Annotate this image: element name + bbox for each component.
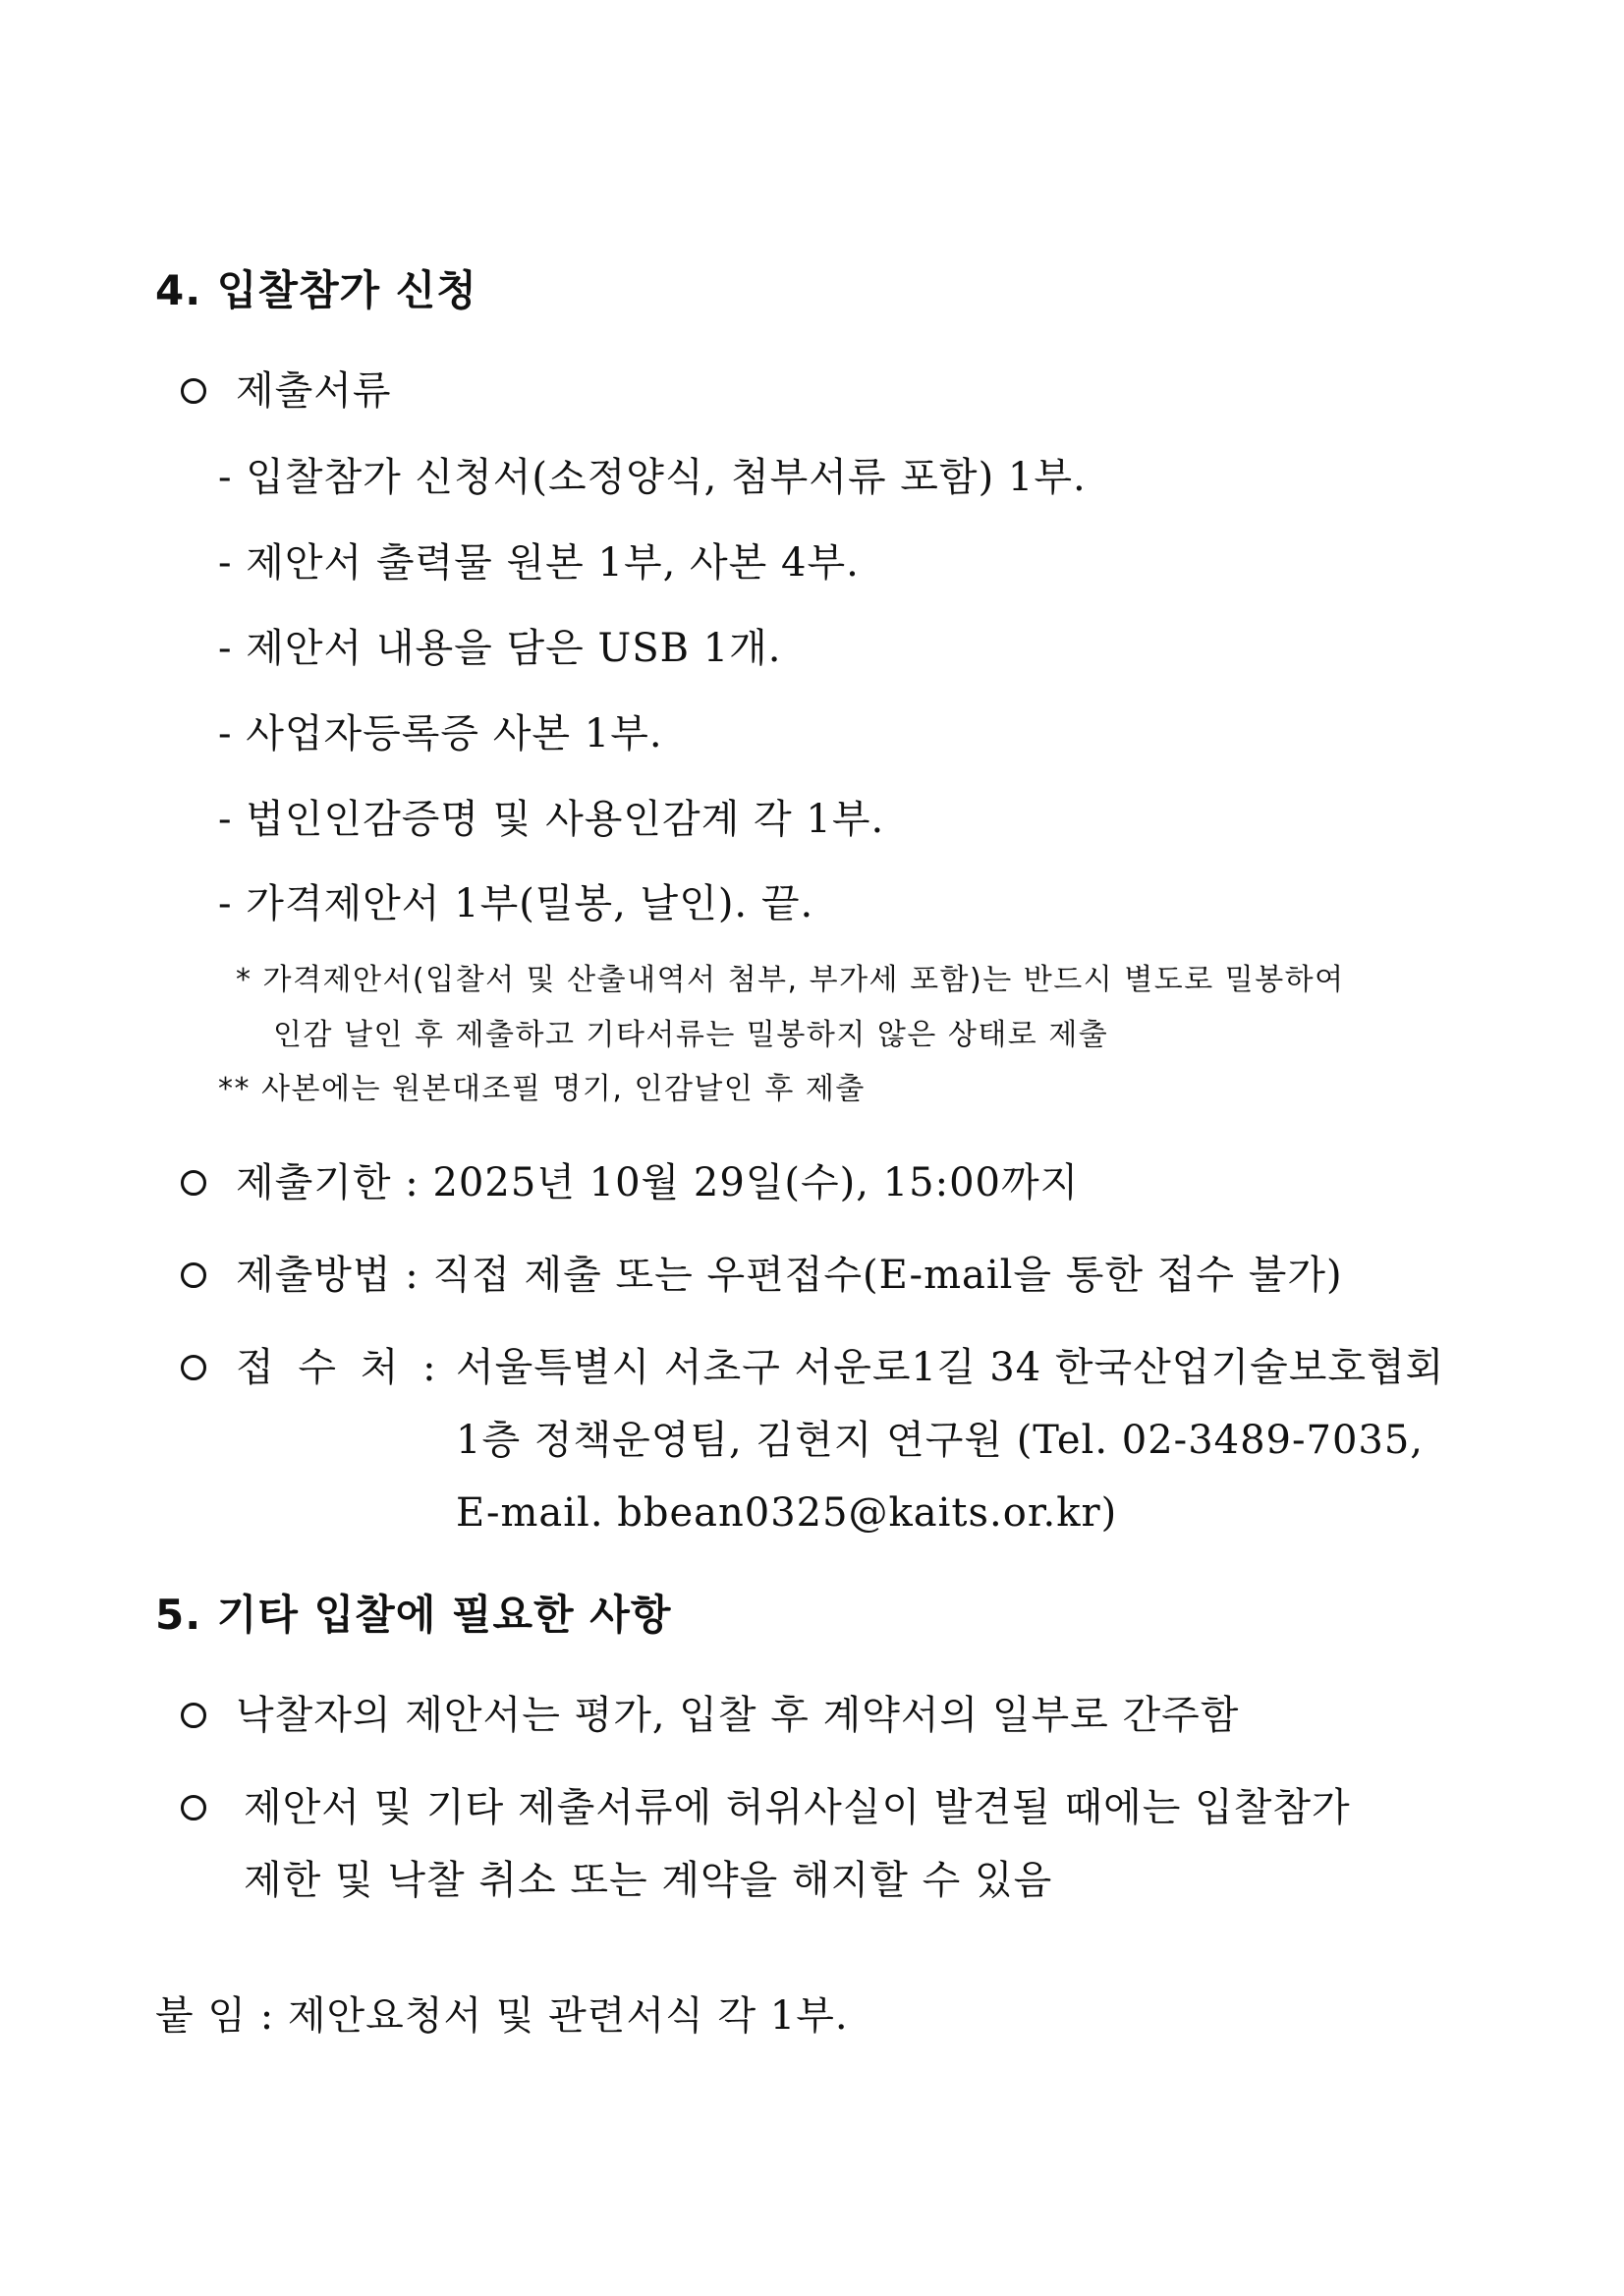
documents-note: 인감 날인 후 제출하고 기타서류는 밀봉하지 않은 상태로 제출 — [273, 1018, 1109, 1052]
item-bullet-icon — [181, 1696, 206, 1735]
section-5-item: 제한 및 낙찰 취소 또는 계약을 해지할 수 있음 — [244, 1858, 1053, 1903]
submission-method: 제출방법 : 직접 제출 또는 우편접수(E-mail을 통한 접수 불가) — [236, 1253, 1343, 1298]
document-item: - 법인인감증명 및 사용인감계 각 1부. — [218, 797, 885, 842]
documents-label: 제출서류 — [236, 368, 392, 414]
section-5-heading: 5. 기타 입찰에 필요한 사항 — [155, 1591, 672, 1639]
document-item: - 사업자등록증 사본 1부. — [218, 711, 663, 756]
documents-note: * 가격제안서(입찰서 및 산출내역서 첨부, 부가세 포함)는 반드시 별도로 밀봉하여 — [236, 963, 1345, 997]
method-bullet-icon — [181, 1256, 206, 1295]
reception-line: 1층 정책운영팀, 김현지 연구원 (Tel. 02-3489-7035, — [456, 1418, 1425, 1463]
document-item: - 제안서 출력물 원본 1부, 사본 4부. — [218, 540, 860, 586]
section-5-item: 낙찰자의 제안서는 평가, 입찰 후 계약서의 일부로 간주함 — [236, 1693, 1240, 1738]
document-item: - 가격제안서 1부(밀봉, 날인). 끝. — [218, 881, 814, 926]
section-5-item: 제안서 및 기타 제출서류에 허위사실이 발견될 때에는 입찰참가 — [244, 1785, 1351, 1830]
documents-note: ** 사본에는 원본대조필 명기, 인감날인 후 제출 — [218, 1072, 866, 1106]
document-item: - 제안서 내용을 담은 USB 1개. — [218, 626, 782, 671]
attachment-line: 붙 임 : 제안요청서 및 관련서식 각 1부. — [155, 1993, 849, 2039]
deadline-bullet-icon — [181, 1163, 206, 1203]
documents-bullet-icon — [181, 371, 206, 411]
section-4-heading: 4. 입찰참가 신청 — [155, 266, 477, 314]
reception-label: 접 수 처 : — [236, 1345, 442, 1390]
reception-line: E-mail. bbean0325@kaits.or.kr) — [456, 1490, 1118, 1536]
reception-line: 서울특별시 서초구 서운로1길 34 한국산업기술보호협회 — [456, 1345, 1445, 1390]
item-bullet-icon — [181, 1788, 206, 1827]
reception-bullet-icon — [181, 1348, 206, 1387]
submission-deadline: 제출기한 : 2025년 10월 29일(수), 15:00까지 — [236, 1160, 1080, 1205]
document-item: - 입찰참가 신청서(소정양식, 첨부서류 포함) 1부. — [218, 455, 1087, 500]
